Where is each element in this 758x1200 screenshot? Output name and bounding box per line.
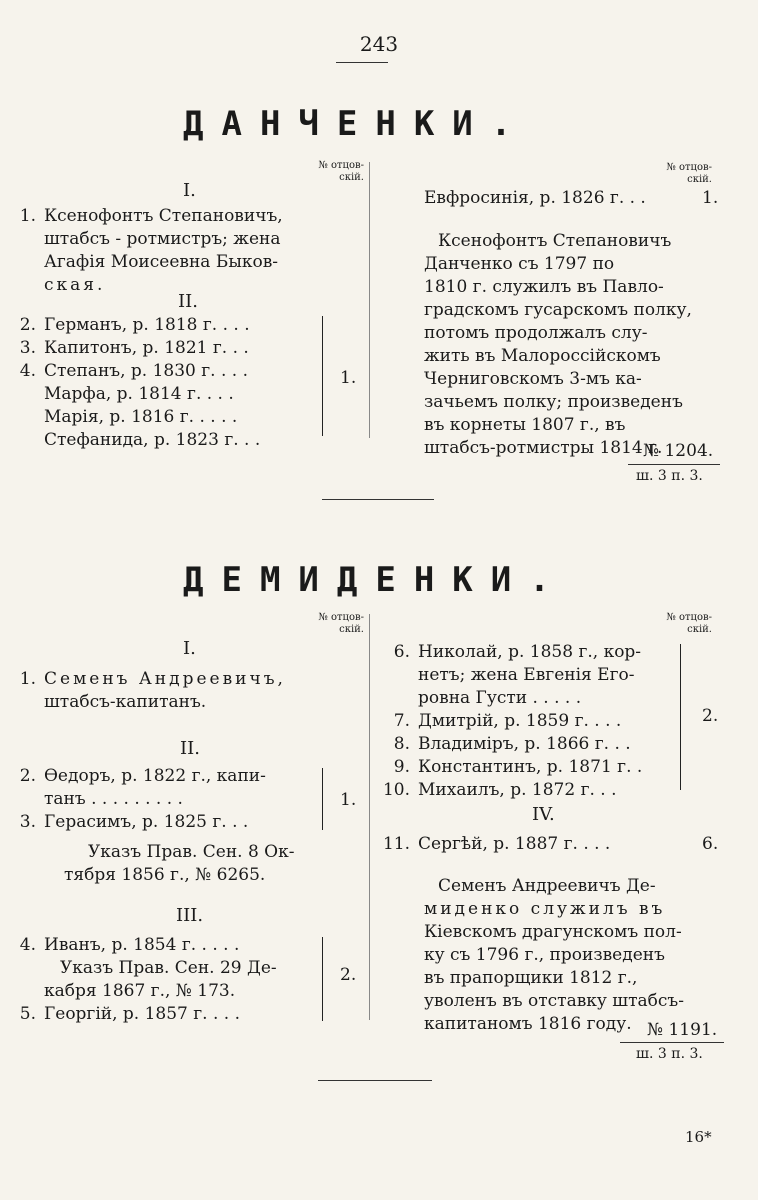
ref-rule — [620, 1042, 724, 1043]
section-divider — [322, 499, 434, 500]
col-head-right: № отцов- скій. — [666, 612, 712, 635]
col-head-left: № отцов- скій. — [318, 160, 364, 183]
column-divider — [369, 162, 370, 438]
list-item: 9. Константинъ, р. 1871 г. . — [393, 757, 643, 777]
col-head-left: № отцов- скій. — [318, 612, 364, 635]
decree-note: Указъ Прав. Сен. 8 Ок- тября 1856 г., № 6265. — [64, 842, 295, 885]
brace — [680, 644, 681, 790]
list-item: 2. Өедоръ, р. 1822 г., капи- — [19, 766, 266, 786]
list-item: танъ . . . . . . . . . — [44, 789, 183, 809]
list-item: 3. Герасимъ, р. 1825 г. . . — [19, 812, 249, 832]
father-number: 2. — [702, 706, 719, 726]
list-item: 6. Николай, р. 1858 г., кор- — [393, 642, 642, 662]
generation-heading: II. — [178, 291, 198, 312]
list-item: 3. Капитонъ, р. 1821 г. . . — [19, 338, 249, 358]
archive-location: ш. 3 п. 3. — [636, 468, 703, 484]
list-item: 4. Степанъ, р. 1830 г. . . . — [19, 361, 248, 381]
section-title-danchenki: ДАНЧЕНКИ. — [183, 104, 530, 144]
generation-heading: IV. — [532, 804, 555, 825]
archive-location: ш. 3 п. 3. — [636, 1046, 703, 1062]
brace — [322, 937, 323, 1021]
section-divider — [318, 1080, 432, 1081]
father-number: 1. — [340, 368, 357, 388]
generation-3-list — [8, 934, 277, 1026]
list-item: 2. Германъ, р. 1818 г. . . . — [19, 315, 250, 335]
page-number-rule — [336, 62, 388, 63]
generation-2-list — [8, 314, 260, 452]
father-number: 1. — [702, 188, 719, 208]
list-item: 4. Иванъ, р. 1854 г. . . . . — [19, 935, 240, 955]
biography-note: Семенъ Андреевичъ Де- миденко служилъ въ Кіевскомъ драгунскомъ пол- ку съ 1796 г., произведенъ въ прапорщики 1812 г., уволенъ въ отставку штабсъ- капитаномъ 1816 году. — [424, 876, 684, 1034]
entry-11: 11. Сергѣй, р. 1887 г. . . . — [382, 834, 611, 854]
list-item: Указъ Прав. Сен. 29 Де- — [60, 958, 277, 978]
biography-note: Ксенофонтъ Степановичъ Данченко съ 1797 по 1810 г. служилъ въ Павло- градскомъ гусарскомъ полку, потомъ продолжалъ слу- жить въ Малороссійскомъ Черниговскомъ 3-мъ ка- зачьемъ полку; произведенъ въ корнеты 1807 г., въ штабсъ-ротмистры 1814 г. — [424, 231, 692, 458]
page-number: 243 — [359, 32, 399, 56]
entry-right: Евфросинія, р. 1826 г. . . — [424, 188, 646, 208]
generation-heading: III. — [176, 905, 204, 926]
list-item: Марія, р. 1816 г. . . . . — [44, 407, 238, 427]
archive-number: № 1191. — [647, 1020, 718, 1040]
list-item: Марфа, р. 1814 г. . . . — [44, 384, 234, 404]
list-item: 8. Владиміръ, р. 1866 г. . . — [393, 734, 631, 754]
list-item: 5. Георгій, р. 1857 г. . . . — [19, 1004, 241, 1024]
col-head-right: № отцов- скій. — [666, 162, 712, 185]
brace — [322, 316, 323, 436]
father-number: 2. — [340, 965, 357, 985]
list-item: 10. Михаилъ, р. 1872 г. . . — [382, 780, 617, 800]
entry-1: 1. Семенъ Андреевичъ, штабсъ-капитанъ. — [19, 669, 286, 712]
father-number: 6. — [702, 834, 719, 854]
archive-number: № 1204. — [643, 441, 714, 461]
generation-2-list — [8, 765, 266, 834]
list-item: нетъ; жена Евгенія Его- — [418, 665, 635, 685]
signature-mark: 16* — [685, 1128, 712, 1146]
generation-heading: I. — [183, 638, 196, 659]
column-divider — [369, 614, 370, 1020]
entry-1: 1. Ксенофонтъ Степановичъ, штабсъ - ротмистръ; жена Агафія Моисеевна Быков- ская. — [19, 206, 283, 295]
list-item: 7. Дмитрій, р. 1859 г. . . . — [393, 711, 622, 731]
right-list — [382, 641, 642, 802]
ref-rule — [628, 464, 720, 465]
list-item: ровна Густи . . . . . — [418, 688, 582, 708]
father-number: 1. — [340, 790, 357, 810]
list-item: кабря 1867 г., № 173. — [44, 981, 236, 1001]
list-item: Стефанида, р. 1823 г. . . — [44, 430, 261, 450]
generation-heading: I. — [183, 180, 196, 201]
generation-heading: II. — [180, 738, 200, 759]
brace — [322, 768, 323, 830]
section-title-demidenki: ДЕМИДЕНКИ. — [183, 560, 568, 600]
